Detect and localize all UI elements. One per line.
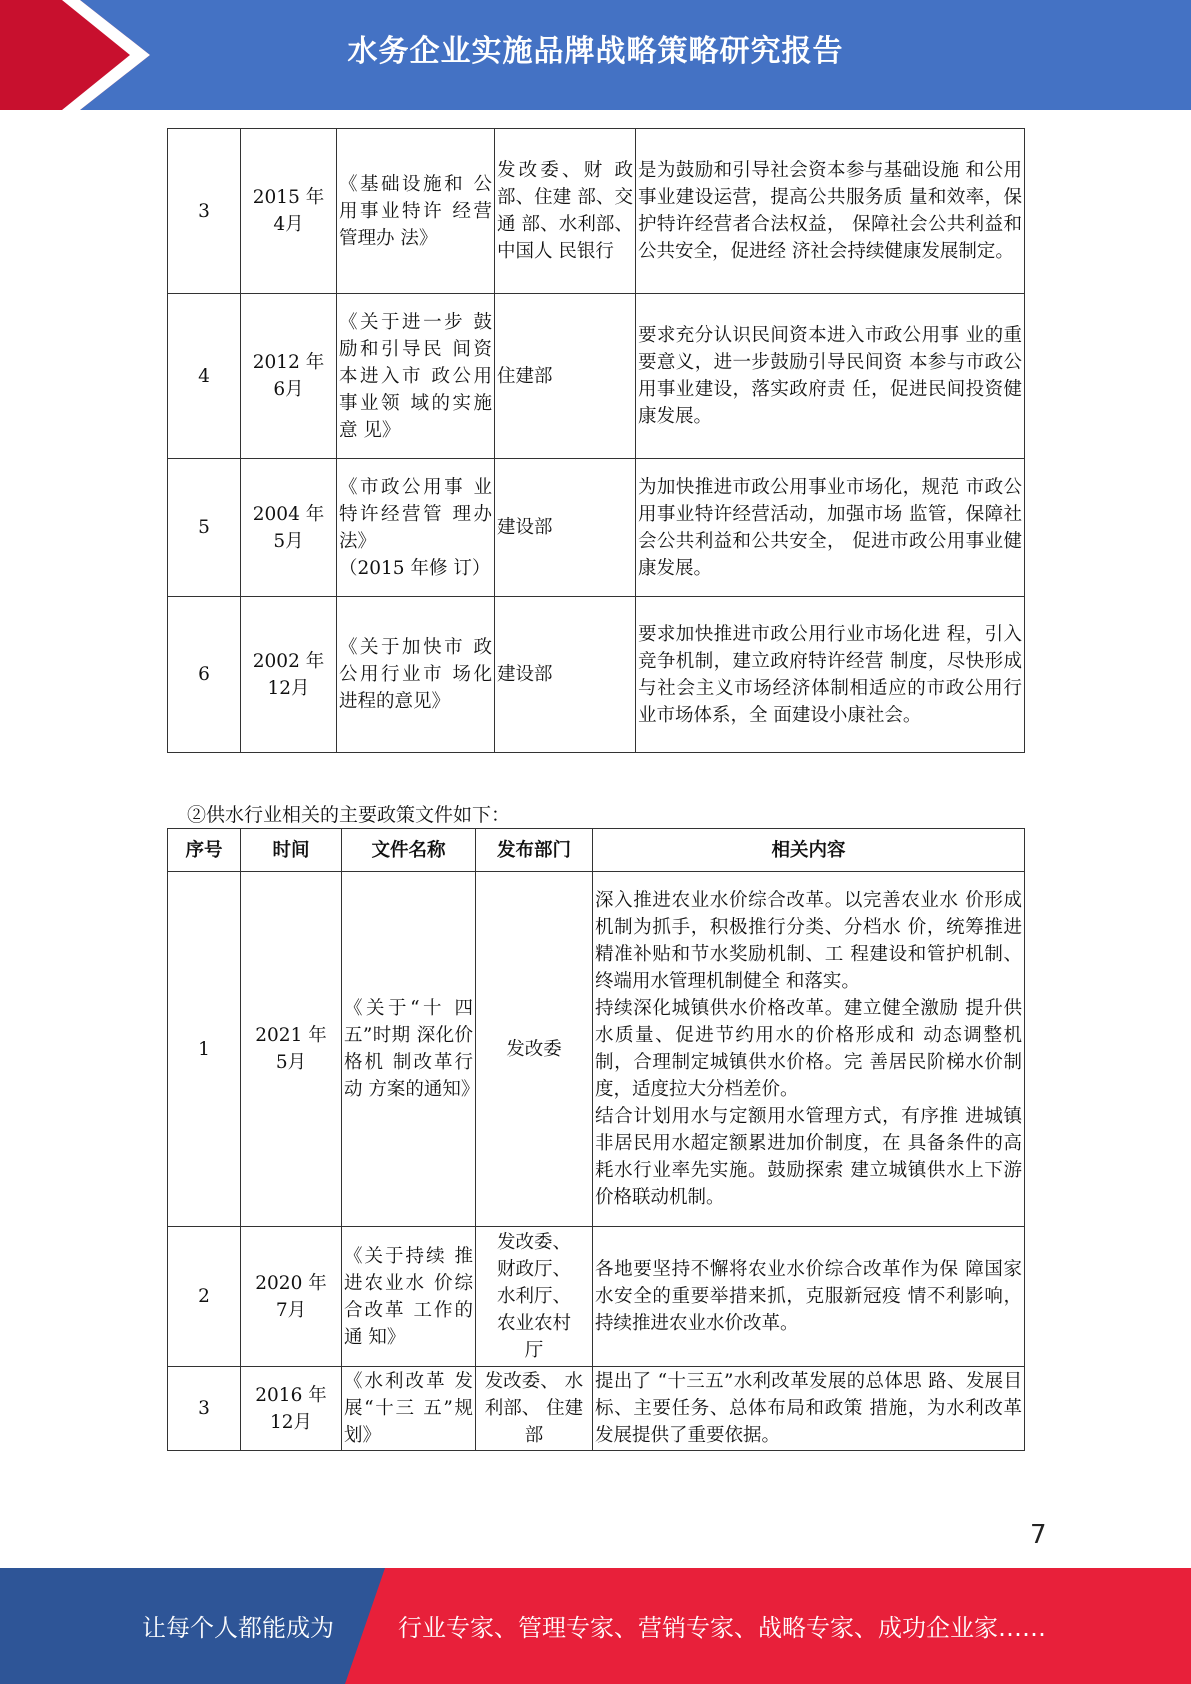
policy-table-municipal bbox=[167, 128, 1025, 753]
table-row bbox=[168, 872, 1025, 1227]
header-arrow-decoration bbox=[0, 0, 150, 110]
table-row bbox=[168, 459, 1025, 597]
cell-dept: 发改委、 水利部、 住建部 bbox=[476, 1367, 593, 1451]
header-dept: 发布部门 bbox=[476, 829, 593, 872]
cell-no: 6 bbox=[168, 597, 241, 753]
footer-slogan-right: 行业专家、管理专家、营销专家、战略专家、成功企业家…… bbox=[398, 1614, 1046, 1642]
cell-name: 《关于“十 四五”时期 深化价格机 制改革行动 方案的通知》 bbox=[342, 872, 476, 1227]
cell-dept: 发改委 bbox=[476, 872, 593, 1227]
cell-content: 深入推进农业水价综合改革。以完善农业水 价形成机制为抓手，积极推行分类、分档水 价，统筹推进精准补贴和节水奖励机制、工 程建设和管护机制、终端用水管理机制健全 和落实。 持续深化城镇供水价格改革。建立健全激励 提升供水质量、促进节约用水的价格形成和 动态调整机制，合理制定城镇供水价格。完 善居民阶梯水价制度，适度拉大分档差价。 结合计划用水与定额用水管理方式，有序推 进城镇非居民用水超定额累进加价制度，在 具备条件的高耗水行业率先实施。鼓励探索 建立城镇供水上下游价格联动机制。 bbox=[593, 872, 1025, 1227]
table-header-row bbox=[168, 829, 1025, 872]
cell-no: 1 bbox=[168, 872, 241, 1227]
cell-no: 4 bbox=[168, 294, 241, 459]
cell-name: 《市政公用事 业特许经营管 理办法》 （2015 年修 订） bbox=[337, 459, 495, 597]
cell-dept: 建设部 bbox=[495, 459, 636, 597]
cell-content: 要求充分认识民间资本进入市政公用事 业的重要意义，进一步鼓励引导民间资 本参与市政公用事业建设，落实政府责 任，促进民间投资健康发展。 bbox=[636, 294, 1025, 459]
cell-no: 3 bbox=[168, 1367, 241, 1451]
page-footer bbox=[0, 1568, 1191, 1684]
header-content: 相关内容 bbox=[593, 829, 1025, 872]
table-row bbox=[168, 597, 1025, 753]
cell-time: 2016 年 12月 bbox=[241, 1367, 342, 1451]
cell-time: 2020 年 7月 bbox=[241, 1227, 342, 1367]
page-header bbox=[0, 0, 1191, 110]
cell-no: 3 bbox=[168, 129, 241, 294]
cell-time: 2004 年 5月 bbox=[241, 459, 337, 597]
cell-name: 《关于持续 推进农业水 价综合改革 工作的通 知》 bbox=[342, 1227, 476, 1367]
cell-name: 《关于进一步 鼓励和引导民 间资本进入市 政公用事业领 域的实施意 见》 bbox=[337, 294, 495, 459]
cell-time: 2012 年 6月 bbox=[241, 294, 337, 459]
cell-name: 《关于加快市 政公用行业市 场化进程的意见》 bbox=[337, 597, 495, 753]
cell-name: 《水利改革 发展“十三 五”规划》 bbox=[342, 1367, 476, 1451]
cell-content: 各地要坚持不懈将农业水价综合改革作为保 障国家水安全的重要举措来抓，克服新冠疫 情不利影响，持续推进农业水价改革。 bbox=[593, 1227, 1025, 1367]
cell-dept: 建设部 bbox=[495, 597, 636, 753]
table-row bbox=[168, 294, 1025, 459]
table-row bbox=[168, 129, 1025, 294]
cell-dept: 发改委、财 政部、住建 部、交通 部、水利部、中国人 民银行 bbox=[495, 129, 636, 294]
cell-dept: 发改委、 财政厅、 水利厅、 农业农村 厅 bbox=[476, 1227, 593, 1367]
cell-dept: 住建部 bbox=[495, 294, 636, 459]
header-name: 文件名称 bbox=[342, 829, 476, 872]
cell-time: 2015 年 4月 bbox=[241, 129, 337, 294]
table-row bbox=[168, 1367, 1025, 1451]
cell-name: 《基础设施和 公用事业特许 经营管理办 法》 bbox=[337, 129, 495, 294]
section-label: ②供水行业相关的主要政策文件如下： bbox=[187, 804, 511, 826]
footer-slogan-left: 让每个人都能成为 bbox=[142, 1614, 334, 1642]
cell-no: 5 bbox=[168, 459, 241, 597]
report-title: 水务企业实施品牌战略策略研究报告 bbox=[347, 34, 844, 69]
table-row bbox=[168, 1227, 1025, 1367]
cell-time: 2021 年 5月 bbox=[241, 872, 342, 1227]
header-time: 时间 bbox=[241, 829, 342, 872]
cell-content: 提出了 “十三五”水利改革发展的总体思 路、发展目标、主要任务、总体布局和政策 措施，为水利改革发展提供了重要依据。 bbox=[593, 1367, 1025, 1451]
policy-table-water-supply bbox=[167, 828, 1025, 1451]
cell-no: 2 bbox=[168, 1227, 241, 1367]
cell-content: 为加快推进市政公用事业市场化，规范 市政公用事业特许经营活动，加强市场 监管，保障社会公共利益和公共安全， 促进市政公用事业健康发展。 bbox=[636, 459, 1025, 597]
cell-content: 是为鼓励和引导社会资本参与基础设施 和公用事业建设运营，提高公共服务质 量和效率，保护特许经营者合法权益， 保障社会公共利益和公共安全，促进经 济社会持续健康发展制定。 bbox=[636, 129, 1025, 294]
cell-content: 要求加快推进市政公用行业市场化进 程，引入竞争机制，建立政府特许经营 制度，尽快形成与社会主义市场经济体制相适应的市政公用行业市场体系，全 面建设小康社会。 bbox=[636, 597, 1025, 753]
cell-time: 2002 年 12月 bbox=[241, 597, 337, 753]
page-number: 7 bbox=[1030, 1520, 1047, 1550]
header-no: 序号 bbox=[168, 829, 241, 872]
